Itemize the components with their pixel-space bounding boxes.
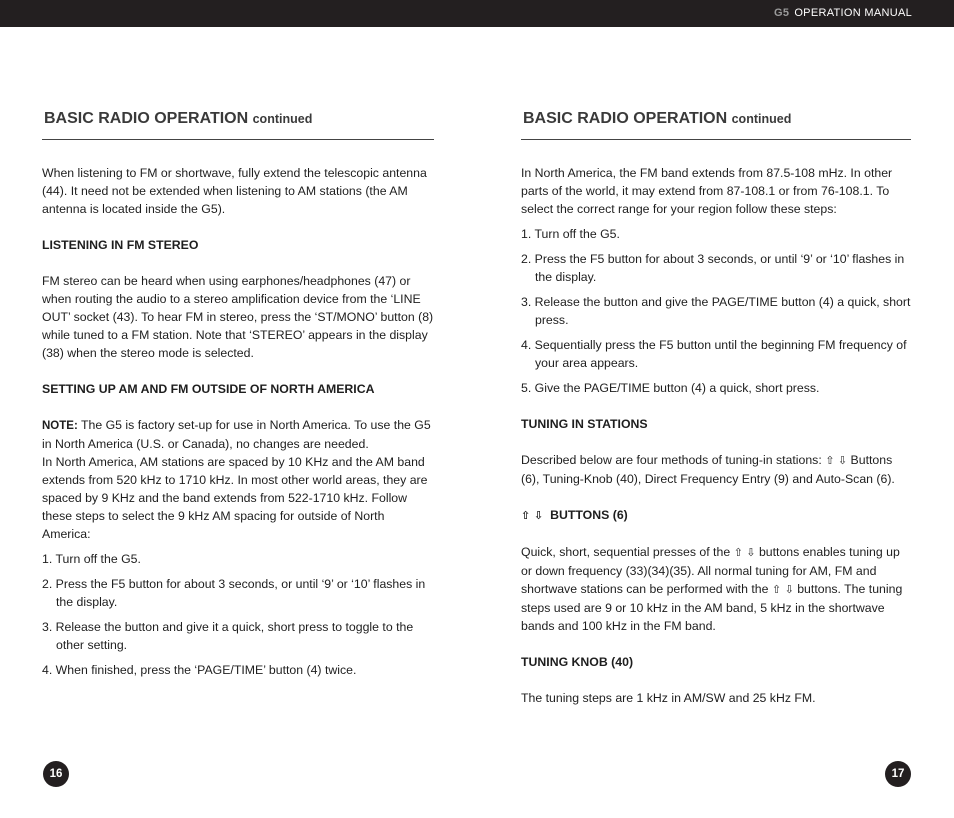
- buttons-text: buttons. The tuning steps used are 9 or 10 kHz in the AM band, 5 kHz in the shortwave bands and 100 kHz in the FM band.: [521, 582, 903, 633]
- list-item: 5. Give the PAGE/TIME button (4) a quick, short press.: [521, 381, 820, 395]
- header-bar: [0, 0, 954, 27]
- knob-title: TUNING KNOB (40): [521, 655, 634, 669]
- note-text: The G5 is factory set-up for use in North America. To use the G5 in North America (U.S. or Canada), no changes are needed.: [42, 418, 431, 451]
- fm-steps-list: [521, 225, 911, 397]
- left-page: [42, 110, 434, 679]
- left-heading-text: BASIC RADIO OPERATION: [44, 110, 249, 127]
- right-heading-text: BASIC RADIO OPERATION: [523, 110, 728, 127]
- am-spacing-paragraph: In North America, AM stations are spaced by 10 KHz and the AM band extends from 520 kHz to 1710 kHz. In most other world areas, they are spaced by 9 KHz and the band extends from 522-1710 kHz. Follow these steps to select the 9 kHz AM spacing for outside of North America:: [42, 455, 428, 541]
- tuning-methods-text: Buttons (6), Tuning-Knob (40), Direct Frequency Entry (9) and Auto-Scan (6).: [521, 453, 895, 486]
- buttons-title-text: BUTTONS (6): [550, 508, 628, 522]
- knob-paragraph: The tuning steps are 1 kHz in AM/SW and 25 kHz FM.: [521, 691, 816, 705]
- setup-title: SETTING UP AM AND FM OUTSIDE OF NORTH AMERICA: [42, 382, 375, 396]
- am-steps-list: [42, 550, 434, 679]
- right-page: [521, 110, 911, 707]
- list-item: 1. Turn off the G5.: [42, 552, 141, 566]
- buttons-paragraph: [521, 543, 911, 635]
- note-paragraph: [42, 416, 434, 453]
- list-item: 2. Press the F5 button for about 3 seconds, or until ‘9’ or ‘10’ flashes in the display.: [42, 577, 426, 609]
- left-heading: [42, 110, 434, 140]
- up-down-arrows-icon: ⇧ ⇩: [825, 454, 848, 467]
- list-item: 1. Turn off the G5.: [521, 227, 620, 241]
- page-number-left: 16: [43, 761, 69, 787]
- buttons-title: [521, 506, 911, 525]
- manual-title: [774, 7, 912, 19]
- fm-band-paragraph: In North America, the FM band extends from 87.5-108 mHz. In other parts of the world, it may extend from 87-108.1 or from 76-108.1. To select the correct range for your region follow these steps:: [521, 166, 893, 216]
- up-down-arrows-icon: ⇧ ⇩: [733, 546, 756, 559]
- up-down-arrows-icon: ⇧ ⇩: [771, 583, 794, 596]
- tuning-title: TUNING IN STATIONS: [521, 417, 648, 431]
- note-label: NOTE:: [42, 420, 78, 432]
- buttons-text: buttons enables tuning up or down frequency (33)(34)(35). All normal tuning for AM, FM and shortwave stations can be performed with the: [521, 545, 900, 596]
- list-item: 3. Release the button and give the PAGE/TIME button (4) a quick, short press.: [521, 295, 911, 327]
- tuning-paragraph: [521, 451, 911, 488]
- list-item: 2. Press the F5 button for about 3 seconds, or until ‘9’ or ‘10’ flashes in the display.: [521, 252, 905, 284]
- up-down-arrows-icon: ⇧ ⇩: [521, 509, 544, 522]
- fm-stereo-paragraph: FM stereo can be heard when using earphones/headphones (47) or when routing the audio to a stereo amplification device from the ‘LINE OUT’ socket (43). To hear FM in stereo, press the ‘ST/MONO’ button (8) while tuned to a FM station. Note that ‘STEREO’ appears in the display (38) when the stereo mode is selected.: [42, 274, 434, 360]
- manual-title-text: OPERATION MANUAL: [794, 7, 912, 19]
- model-name: G5: [774, 7, 790, 19]
- list-item: 4. Sequentially press the F5 button until the beginning FM frequency of your area appears.: [521, 338, 907, 370]
- right-heading: [521, 110, 911, 140]
- left-heading-suffix: continued: [252, 112, 313, 126]
- buttons-text: Quick, short, sequential presses of the: [521, 545, 731, 559]
- antenna-paragraph: When listening to FM or shortwave, fully extend the telescopic antenna (44). It need not be extended when listening to AM stations (the AM antenna is located inside the G5).: [42, 166, 427, 216]
- tuning-intro-text: Described below are four methods of tuning-in stations:: [521, 453, 822, 467]
- list-item: 4. When finished, press the ‘PAGE/TIME’ button (4) twice.: [42, 663, 357, 677]
- page-number-right: 17: [885, 761, 911, 787]
- fm-stereo-title: LISTENING IN FM STEREO: [42, 238, 199, 252]
- right-heading-suffix: continued: [731, 112, 792, 126]
- list-item: 3. Release the button and give it a quick, short press to toggle to the other setting.: [42, 620, 414, 652]
